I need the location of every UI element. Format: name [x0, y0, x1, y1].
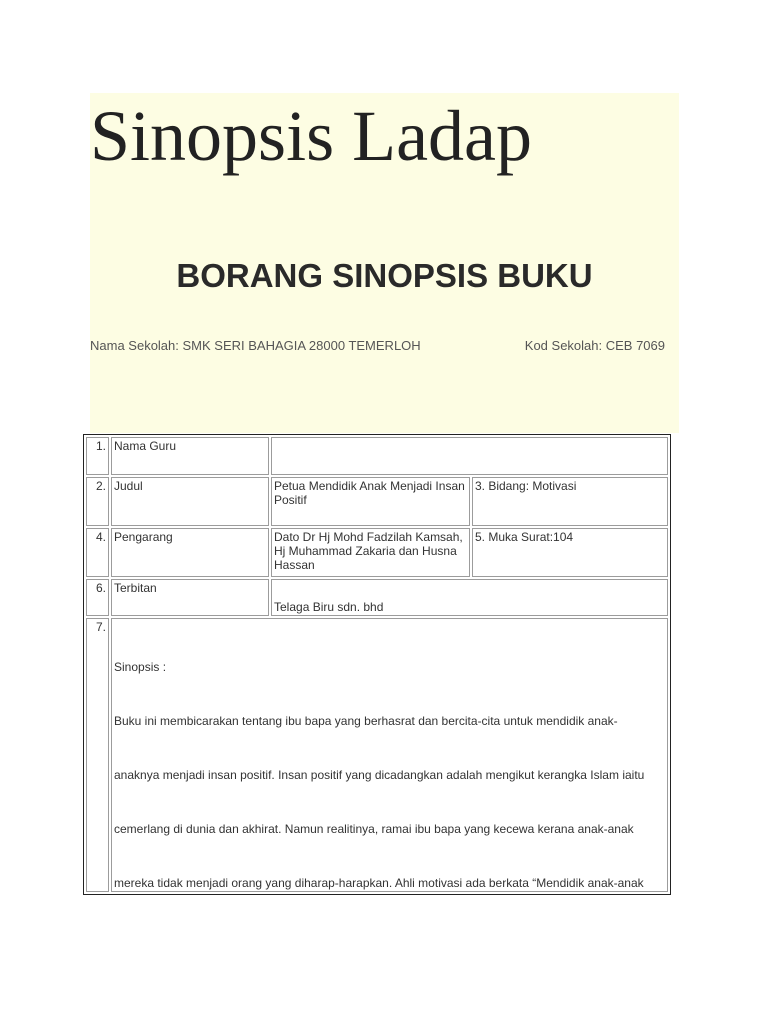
field-label-teacher-name: Nama Guru [111, 437, 269, 475]
row-number: 7. [86, 618, 109, 892]
school-name: Nama Sekolah: SMK SERI BAHAGIA 28000 TEMERLOH [90, 338, 421, 353]
field-value-author: Dato Dr Hj Mohd Fadzilah Kamsah, Hj Muhammad Zakaria dan Husna Hassan [271, 528, 470, 577]
synopsis-cell [111, 618, 668, 892]
field-value-publisher: Telaga Biru sdn. bhd [271, 579, 668, 616]
synopsis-line: mereka tidak menjadi orang yang diharap-harapkan. Ahli motivasi ada berkata “Mendidik anak-anak [114, 876, 644, 890]
table-row [86, 437, 668, 475]
row-number: 4. [86, 528, 109, 577]
form-title: BORANG SINOPSIS BUKU [176, 257, 593, 294]
field-label-title: Judul [111, 477, 269, 526]
synopsis-line: Buku ini membicarakan tentang ibu bapa yang berhasrat dan bercita-cita untuk mendidik anak- [114, 714, 618, 728]
synopsis-label: Sinopsis : [114, 660, 167, 674]
field-value-title: Petua Mendidik Anak Menjadi Insan Positif [271, 477, 470, 526]
table-row [86, 618, 668, 892]
field-category: 3. Bidang: Motivasi [472, 477, 668, 526]
row-number: 1. [86, 437, 109, 475]
row-number: 6. [86, 579, 109, 616]
synopsis-line: anaknya menjadi insan positif. Insan positif yang dicadangkan adalah mengikut kerangka Islam iaitu [114, 768, 645, 782]
field-label-publisher: Terbitan [111, 579, 269, 616]
row-number: 2. [86, 477, 109, 526]
synopsis-form-table [83, 434, 671, 895]
field-page-count: 5. Muka Surat:104 [472, 528, 668, 577]
table-row [86, 477, 668, 526]
table-row [86, 528, 668, 577]
page-title: Sinopsis Ladap [90, 96, 532, 176]
synopsis-line: cemerlang di dunia dan akhirat. Namun realitinya, ramai ibu bapa yang kecewa kerana anak-anak [114, 822, 634, 836]
header-panel [90, 93, 679, 433]
field-value-teacher-name [271, 437, 668, 475]
table-row [86, 579, 668, 616]
field-label-author: Pengarang [111, 528, 269, 577]
school-code: Kod Sekolah: CEB 7069 [524, 338, 665, 353]
